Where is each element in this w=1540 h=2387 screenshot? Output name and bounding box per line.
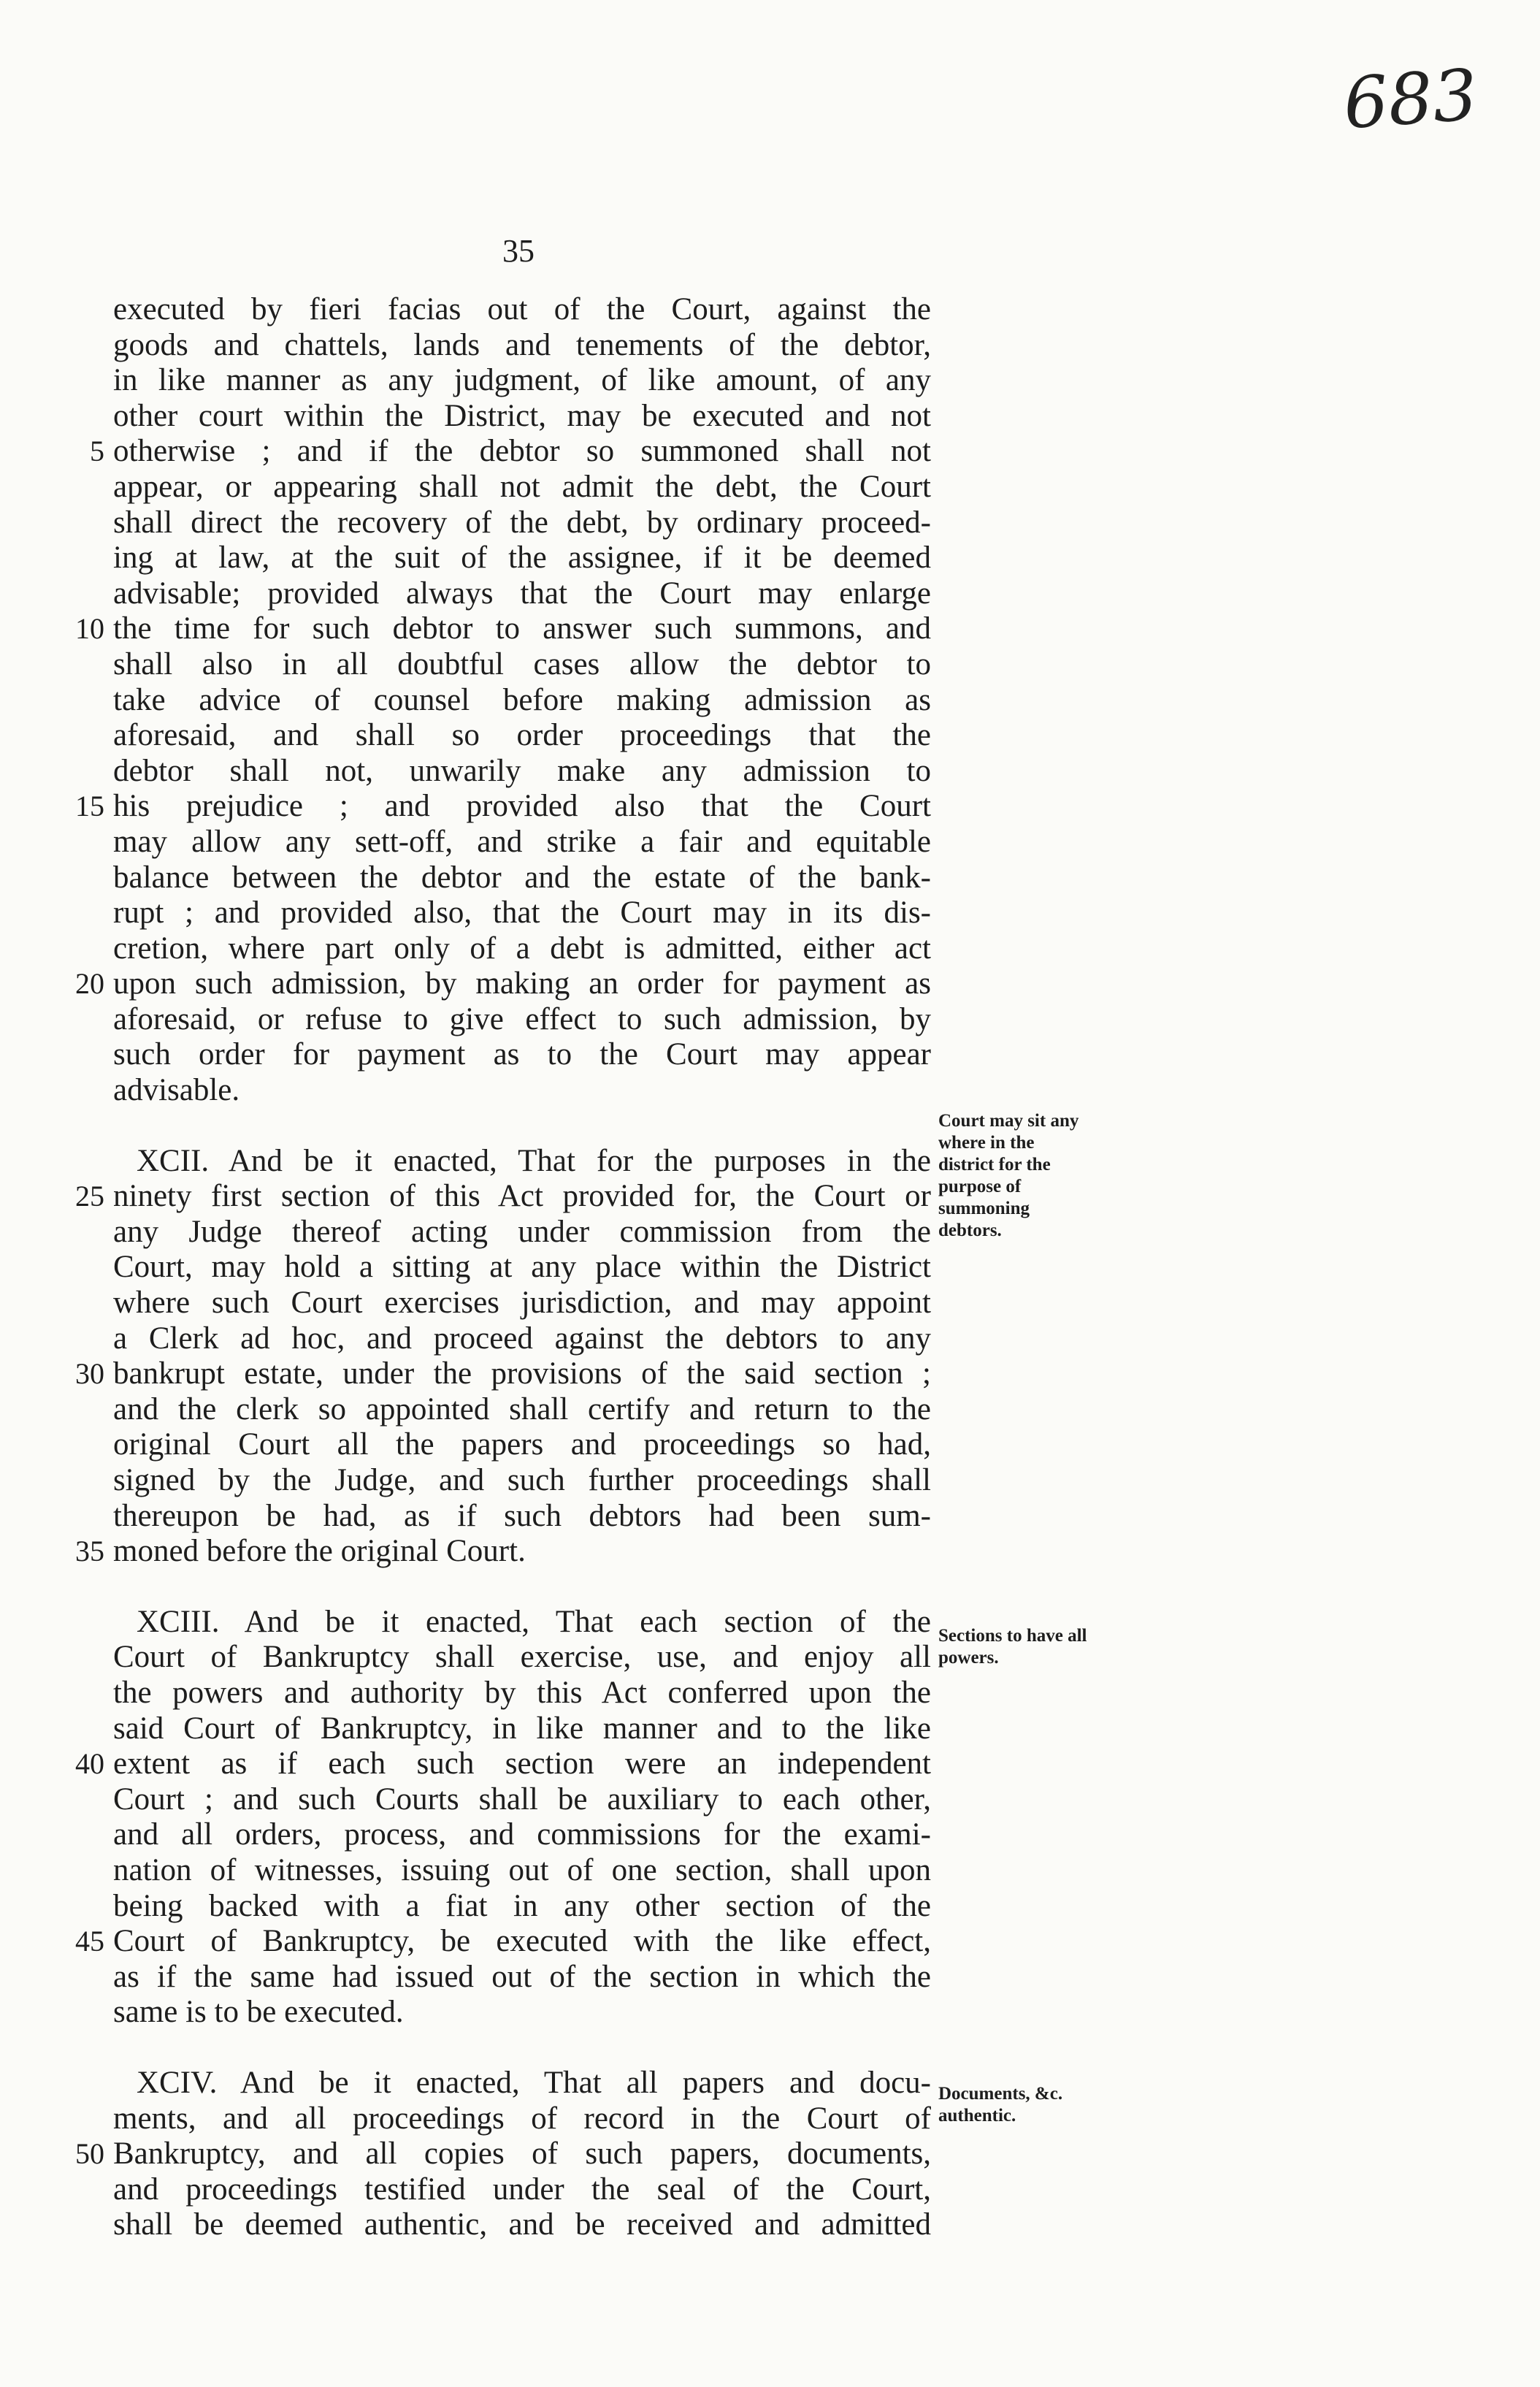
line-text: ninety first section of this Act provided for, the Court or	[113, 1179, 931, 1214]
text-line	[113, 647, 931, 683]
line-text: may allow any sett-off, and strike a fair and equitable	[113, 824, 931, 859]
line-text: balance between the debtor and the estate of the bank-	[113, 860, 931, 895]
text-line	[113, 1463, 931, 1499]
text-line	[113, 505, 931, 541]
line-text: as if the same had issued out of the section in which the	[113, 1959, 931, 1994]
text-line	[113, 1250, 931, 1286]
line-text: Court of Bankruptcy shall exercise, use, and enjoy all	[113, 1640, 931, 1675]
line-text: said Court of Bankruptcy, in like manner and to the like	[113, 1711, 931, 1746]
line-text: Court ; and such Courts shall be auxiliary to each other,	[113, 1781, 931, 1817]
text-line	[113, 292, 931, 328]
line-text: advisable.	[113, 1073, 240, 1108]
text-line	[113, 1640, 931, 1676]
text-line	[113, 1960, 931, 1995]
text-line	[113, 2207, 931, 2243]
text-line	[75, 1924, 931, 1960]
text-line	[113, 541, 931, 576]
text-line	[113, 754, 931, 790]
line-number: 10	[75, 612, 104, 646]
text-line	[113, 470, 931, 505]
text-line	[113, 328, 931, 364]
line-text: where such Court exercises jurisdiction, and may appoint	[113, 1286, 931, 1321]
line-text: aforesaid, and shall so order proceedings that the	[113, 718, 931, 753]
line-text: other court within the District, may be executed and not	[113, 398, 931, 433]
text-line	[113, 1392, 931, 1428]
line-text: moned before the original Court.	[113, 1534, 526, 1569]
section-xciii-heading-line	[113, 1605, 931, 1641]
text-line	[113, 2172, 931, 2208]
line-text: upon such admission, by making an order for payment as	[113, 966, 931, 1001]
line-text: aforesaid, or refuse to give effect to such admission, by	[113, 1001, 931, 1036]
side-note-xciii: Sections to have all powers.	[938, 1626, 1087, 1668]
text-line	[113, 895, 931, 931]
text-line	[113, 1853, 931, 1889]
text-line	[75, 789, 931, 825]
line-text: ing at law, at the suit of the assignee, if it be deemed	[113, 541, 931, 576]
line-number: 20	[75, 967, 104, 1001]
line-text: and the clerk so appointed shall certify and return to the	[113, 1391, 931, 1427]
line-number: 30	[75, 1357, 104, 1391]
line-text: Court of Bankruptcy, be executed with the like effect,	[113, 1924, 931, 1959]
text-line	[75, 2136, 931, 2172]
line-text: shall direct the recovery of the debt, by ordinary proceed-	[113, 505, 931, 540]
line-text: being backed with a fiat in any other section of the	[113, 1888, 931, 1923]
line-number: 35	[75, 1535, 104, 1568]
text-line	[75, 966, 931, 1002]
section-xcii-heading-line	[113, 1144, 931, 1180]
line-text: thereupon be had, as if such debtors had been sum-	[113, 1498, 931, 1533]
line-text: shall be deemed authentic, and be received and admitted	[113, 2207, 931, 2242]
line-text: Bankruptcy, and all copies of such papers, documents,	[113, 2136, 931, 2172]
side-note-xcii: Court may sit any where in the district for the purpose of summoning debtors.	[938, 1111, 1079, 1240]
text-line	[113, 718, 931, 754]
line-text: nation of witnesses, issuing out of one section, shall upon	[113, 1852, 931, 1887]
line-text: XCIV. And be it enacted, That all papers and docu-	[137, 2065, 931, 2100]
line-text: the powers and authority by this Act conferred upon the	[113, 1675, 931, 1710]
text-line	[75, 611, 931, 647]
text-line	[113, 1995, 931, 2031]
line-text: such order for payment as to the Court may appear	[113, 1037, 931, 1072]
line-number: 15	[75, 790, 104, 823]
line-text: XCIII. And be it enacted, That each section of the	[137, 1604, 931, 1639]
line-number: 25	[75, 1180, 104, 1213]
line-number: 45	[75, 1925, 104, 1958]
text-line	[75, 1356, 931, 1392]
line-text: original Court all the papers and proceedings so had,	[113, 1427, 931, 1462]
body-text	[75, 292, 931, 2243]
text-line	[113, 860, 931, 896]
line-number: 50	[75, 2137, 104, 2171]
text-line	[113, 1073, 931, 1109]
text-line	[113, 931, 931, 967]
text-line	[113, 1817, 931, 1853]
handwritten-folio-number: 683	[1341, 53, 1480, 145]
text-line	[113, 1782, 931, 1818]
text-line	[113, 1711, 931, 1747]
text-line	[75, 1746, 931, 1782]
text-line	[113, 576, 931, 612]
page-number: 35	[502, 233, 535, 269]
line-text: debtor shall not, unwarily make any admission to	[113, 753, 931, 788]
line-text: a Clerk ad hoc, and proceed against the debtors to any	[113, 1321, 931, 1356]
text-line	[113, 825, 931, 860]
text-line	[90, 434, 931, 470]
line-text: and all orders, process, and commissions for the exami-	[113, 1817, 931, 1852]
line-text: rupt ; and provided also, that the Court may in its dis-	[113, 895, 931, 931]
line-text: his prejudice ; and provided also that the Court	[113, 789, 931, 824]
line-number: 40	[75, 1747, 104, 1781]
line-text: otherwise ; and if the debtor so summoned shall not	[113, 434, 931, 469]
text-line	[113, 1499, 931, 1535]
text-line	[113, 1002, 931, 1038]
text-line	[113, 683, 931, 719]
text-line	[113, 1676, 931, 1711]
side-note-xciv: Documents, &c. authentic.	[938, 2084, 1063, 2126]
text-line	[113, 363, 931, 399]
line-text: appear, or appearing shall not admit the debt, the Court	[113, 469, 931, 504]
line-text: bankrupt estate, under the provisions of the said section ;	[113, 1356, 931, 1391]
section-xciv-heading-line	[113, 2066, 931, 2101]
text-line	[75, 1179, 931, 1215]
line-text: Court, may hold a sitting at any place within the District	[113, 1250, 931, 1285]
line-text: take advice of counsel before making admission as	[113, 682, 931, 717]
line-text: signed by the Judge, and such further proceedings shall	[113, 1463, 931, 1497]
line-text: cretion, where part only of a debt is admitted, either act	[113, 931, 931, 966]
line-text: in like manner as any judgment, of like amount, of any	[113, 363, 931, 398]
line-number: 5	[90, 435, 104, 468]
text-line	[75, 1534, 931, 1570]
text-line	[113, 1889, 931, 1925]
line-text: advisable; provided always that the Court may enlarge	[113, 576, 931, 611]
line-text: shall also in all doubtful cases allow the debtor to	[113, 646, 931, 681]
text-line	[113, 399, 931, 435]
line-text: any Judge thereof acting under commission from the	[113, 1214, 931, 1249]
text-line	[113, 1037, 931, 1073]
text-line	[113, 1321, 931, 1357]
line-text: the time for such debtor to answer such summons, and	[113, 611, 931, 646]
line-text: executed by fieri facias out of the Court, against the	[113, 292, 931, 326]
line-text: extent as if each such section were an independent	[113, 1746, 931, 1781]
text-line	[113, 1215, 931, 1250]
line-text: goods and chattels, lands and tenements of the debtor,	[113, 327, 931, 362]
line-text: and proceedings testified under the seal of the Court,	[113, 2172, 931, 2207]
line-text: same is to be executed.	[113, 1995, 404, 2030]
text-line	[113, 2101, 931, 2137]
line-text: ments, and all proceedings of record in the Court of	[113, 2101, 931, 2136]
text-line	[113, 1427, 931, 1463]
text-line	[113, 1286, 931, 1321]
line-text: XCII. And be it enacted, That for the purposes in the	[137, 1143, 931, 1178]
